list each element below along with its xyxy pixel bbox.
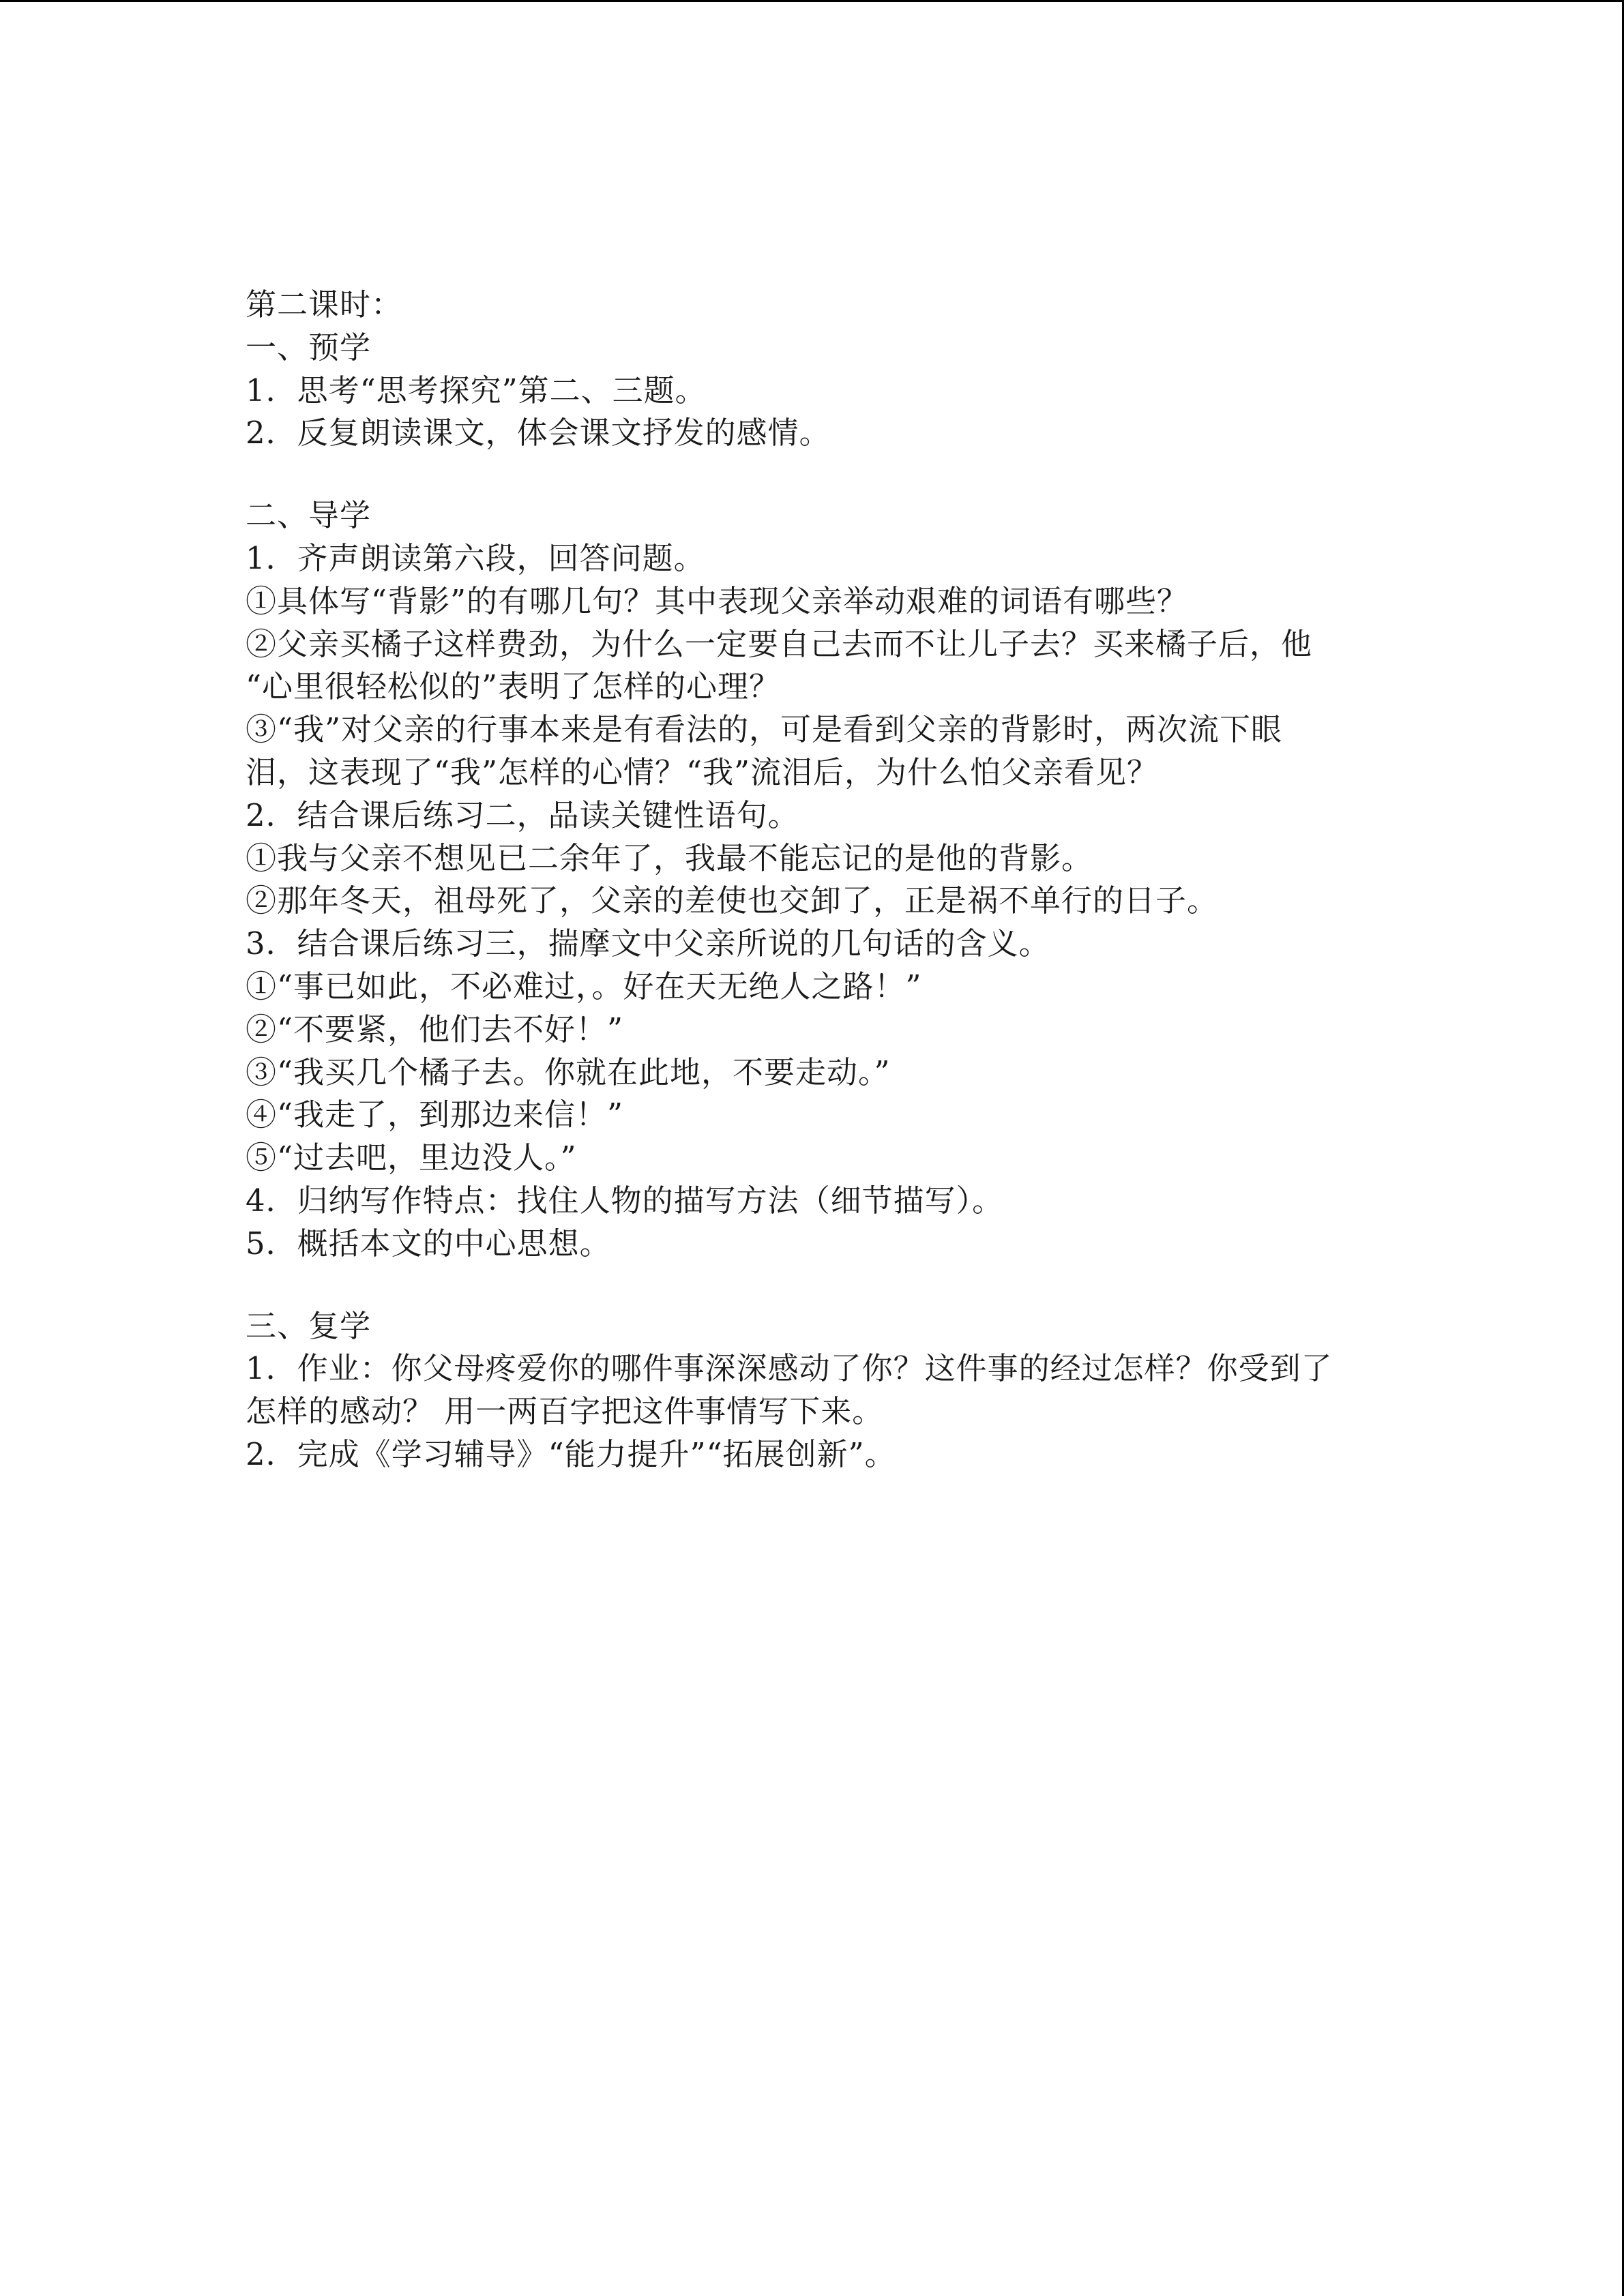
review-item-1-line-1: 1．作业：你父母疼爱你的哪件事深深感动了你？这件事的经过怎样？你受到了 <box>246 1350 1333 1387</box>
guide-sentence-2: ②那年冬天，祖母死了，父亲的差使也交卸了，正是祸不单行的日子。 <box>246 882 1219 919</box>
guide-item-4: 4．归纳写作特点：找住人物的描写方法（细节描写）。 <box>246 1182 1004 1219</box>
review-item-2: 2．完成《学习辅导》“能力提升”“拓展创新”。 <box>246 1435 896 1472</box>
guide-item-2: 2．结合课后练习二，品读关键性语句。 <box>246 796 799 833</box>
guide-question-2-line-2: “心里很轻松似的”表明了怎样的心理？ <box>246 668 781 705</box>
section-gap <box>246 455 1419 494</box>
document-body <box>246 284 1419 1476</box>
guide-question-3-line-1: ③“我”对父亲的行事本来是有看法的，可是看到父亲的背影时，两次流下眼 <box>246 711 1283 748</box>
father-quote-4: ④“我走了，到那边来信！” <box>246 1097 624 1133</box>
father-quote-1: ①“事已如此，不必难过，。好在天无绝人之路！” <box>246 968 922 1004</box>
guide-sentence-1: ①我与父亲不想见已二余年了，我最不能忘记的是他的背影。 <box>246 839 1093 876</box>
lesson-title: 第二课时： <box>246 286 403 323</box>
guide-item-3: 3．结合课后练习三，揣摩文中父亲所说的几句话的含义。 <box>246 925 1050 962</box>
page-top-border <box>0 0 1624 2</box>
preview-item-1: 1．思考“思考探究”第二、三题。 <box>246 372 707 408</box>
review-item-1-line-2: 怎样的感动？ 用一两百字把这件事情写下来。 <box>246 1393 884 1430</box>
section-gap <box>246 1266 1419 1305</box>
father-quote-2: ②“不要紧，他们去不好！” <box>246 1011 624 1047</box>
guide-question-3-line-2: 泪，这表现了“我”怎样的心情？“我”流泪后，为什么怕父亲看见？ <box>246 754 1159 790</box>
guide-question-1: ①具体写“背影”的有哪几句？其中表现父亲举动艰难的词语有哪些？ <box>246 582 1189 619</box>
guide-item-1: 1．齐声朗读第六段，回答问题。 <box>246 539 705 576</box>
section-heading-review: 三、复学 <box>246 1307 372 1344</box>
section-heading-preview: 一、预学 <box>246 329 372 366</box>
section-heading-guide: 二、导学 <box>246 497 372 534</box>
father-quote-5: ⑤“过去吧，里边没人。” <box>246 1139 577 1176</box>
father-quote-3: ③“我买几个橘子去。你就在此地，不要走动。” <box>246 1054 891 1090</box>
guide-item-5: 5．概括本文的中心思想。 <box>246 1225 611 1262</box>
guide-question-2-line-1: ②父亲买橘子这样费劲，为什么一定要自己去而不让儿子去？买来橘子后，他 <box>246 625 1313 662</box>
preview-item-2: 2．反复朗读课文，体会课文抒发的感情。 <box>246 415 831 451</box>
